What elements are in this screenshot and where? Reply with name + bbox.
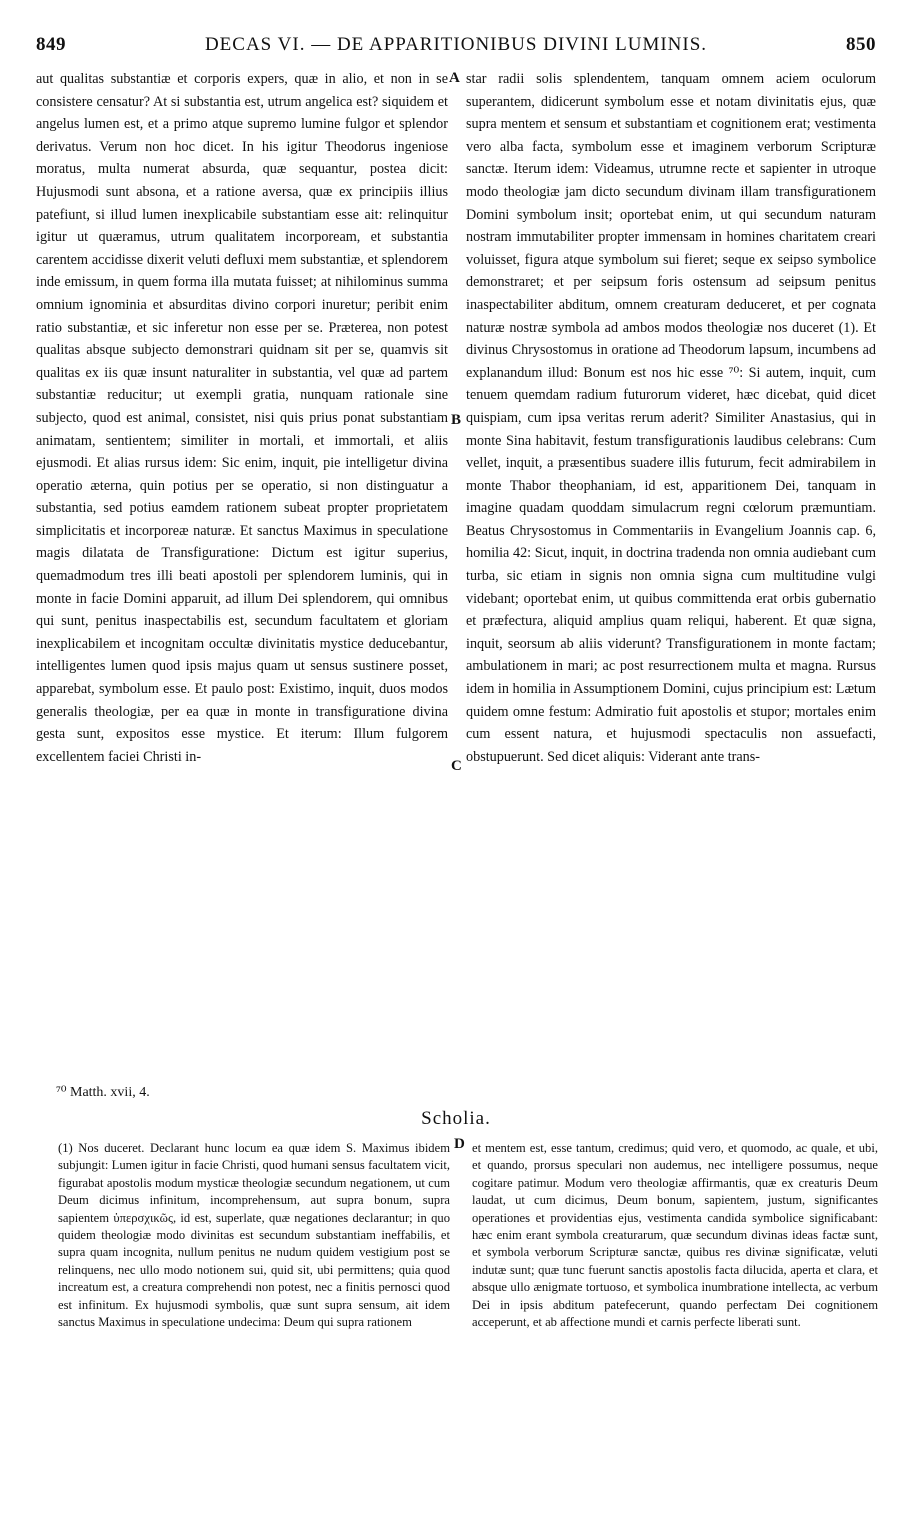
scholia-heading: Scholia.	[421, 1108, 491, 1129]
footnote: ⁷⁰ Matth. xvii, 4.	[56, 1085, 150, 1100]
right-column	[466, 68, 876, 768]
page-number-right: 850	[846, 34, 876, 55]
right-column-text: star radii solis splendentem, tanquam omnem aciem oculorum superantem, didicerunt symbolum esse et notam divinitatis ejus, quæ supra mentem et sensum et substantiam et cognitionem erat; vestimenta vero alba facta, symbolum esse et imaginem verborum Scripturæ sanctæ. Iterum idem: Videamus, utrumne recte et sapienter in utroque modo theologiæ jam dicto secundum divinam illam transfigurationem Domini symbolum insit; oportebat enim, ut qui secundum naturam nostram immutabiliter propter immensam in homines charitatem creari voluisset, figura atque symbolum sui fieret; seque ex seipso symbolice demonstraret; et per seipsum foris ostensum ad seipsum penitus inaspectabiliter abditum, omnem creaturam deduceret, et per cognata naturæ nostræ symbola ad ambos modos theologiæ nos duceret (1). Et divinus Chrysostomus in oratione ad Theodorum lapsum, incumbens ad explanandum illud: Bonum est nos hic esse ⁷⁰: Si autem, inquit, cum tenuem quemdam radium futurorum videret, hæc dicebat, quid dicet quispiam, cum ipsa veritas rerum aderit? Similiter Anastasius, qui in monte Sina habitavit, festum transfigurationis laudibus celebrans: Cum vellet, inquit, a præsentibus suadere illis futurum, fecit admirabilem in monte Thabor theophaniam, id est, apparitionem Dei, tanquam in imagine quadam quoddam simulacrum regni cœlorum præmuntiam. Beatus Chrysostomus in Commentariis in Evangelium Joannis cap. 6, homilia 42: Sicut, inquit, in doctrina tradenda non omnia audiebant cum turba, sic etiam in signis non omnia signa cum multitudine vulgi videbant; oportebat enim, ut quibus committenda erat orbis gubernatio et præfectura, aliquid amplius quam reliqui, haberent. Et quæ signa, inquit, seorsum ab aliis viderunt? Transfigurationem in monte factam; ambulationem in mari; ac post resurrectionem multa et magna. Rursus idem in homilia in Assumptionem Domini, cujus principium est: Lætum quidem omne festum: Admiratio fuit apostolis et stupor; mortales enim cum essent natura, et hujusmodi spectaculis non assuefacti, obstupuerunt. Sed dicet aliquis: Viderant ante trans-	[466, 71, 876, 765]
scholia-right-column	[472, 1140, 878, 1331]
scholia-right-text: et mentem est, esse tantum, credimus; quid vero, et quomodo, ac quale, et ubi, et quando, prorsus speculari non audemus, nec intelligere possumus, neque cogitare patimur. Modum vero theologiæ affirmantis, quæ ex creaturis Deum laudat, ut cum dicimus, Deum bonum, sapientem, justum, significantes operationes et providentias ejus, vestimenta candida symbolice significabant: hæc enim erant symbola creaturarum, quæ secundum divinas ideas factæ sunt, et symbola verborum Scripturæ sanctæ, quibus res divinæ significatæ, veluti indutæ sunt; quæ tunc fuerunt sanctis apostolis facta dilucida, aperta et clara, et absque ullo ænigmate tortuoso, et symbolica inumbratione intellecta, ac verbum Dei in ipsis abditum patefecerunt, quando perfectam Dei cognitionem acceperunt, et ab affectione mundi et carnis perfecte liberati sunt.	[472, 1141, 878, 1330]
page-number-left: 849	[36, 34, 66, 55]
scholia-left-column	[58, 1140, 450, 1331]
page-header	[36, 34, 876, 58]
left-column-text: aut qualitas substantiæ et corporis expers, quæ in alio, et non in se consistere censatur? At si substantia est, utrum angelica est? siquidem et angelus lumen est, et a primo atque supremo lumine fulgor et splendor derivatus. Verum non hoc dicet. In his igitur Theodorus ingeniose moratus, multa numerat absurda, quæ sequantur, postea dicit: Hujusmodi sunt absona, et a ratione aversa, quæ ex principiis illius patefiunt, si illud lumen inexplicabile substantiam esse ait: relinquitur igitur ut quæramus, utrum qualitatem incorpoream, et substantia carentem accidisse dixerit veluti defluxi mem substantiæ, et splendorem inde emissum, in quem forma illa mutata fuisset; at nihilominus summa omnium ignominia et absurditas divino corpori inuretur; peribit enim ratio substantiæ, et sic inferetur non esse per se. Præterea, non potest qualitas absque subjecto demonstrari quidnam sit per se, quamvis sit qualitas ex iis quæ insunt naturaliter in substantia, vel quæ ad partem substantiæ reducitur; ut exempli gratia, nunquam rationale sine subjecto, quod est animal, consistet, nisi quis prius ponat substantiam animatam, sentientem; similiter in mortali, et immortali, et aliis ejusmodi. Et alias rursus idem: Sic enim, inquit, pie intelligetur divina operatio æterna, quin potius per se operatio, si non distinguatur a substantia, sed potius eamdem rationem subeat propter proprietatem simplicitatis et incorporeæ naturæ. Et sanctus Maximus in speculatione magis dilatata de Transfiguratione: Dictum est igitur superius, quemadmodum tres illi beati apostoli per splendorem luminis, qui in monte in facie Domini apparuit, ad illum Dei splendorem, qui omnibus qui sunt, penitus inaspectabilis est, secundum facultatem et gloriam inexplicabilem et incognitam occultæ divinitatis mystice deducebantur, intelligentes lumen quod ipsis majus quam ut sensus sustinere posset, apparebat, symbolum esse. Et paulo post: Existimo, inquit, duos modos generalis theologiæ, per ea quæ in monte in transfiguratione divina gesta sunt, expositos esse mystice. Et iterum: Illum fulgorem excellentem faciei Christi in-	[36, 71, 448, 765]
section-marker-d: D	[454, 1136, 465, 1152]
scholia-left-text: (1) Nos duceret. Declarant hunc locum ea quæ idem S. Maximus ibidem subjungit: Lumen igitur in facie Christi, quod humani sensus facultatem vicit, figurabat apostolis modum mysticæ theologiæ secundum negationem, ut cum Deum dicimus infinitum, incomprehensum, aut supra bonum, supra sapientem ὑπερσχικῶς, id est, superlate, quæ negationes declarantur; in quo quidem theologiæ modo divinitas est secundum substantiam ineffabilis, et supra quam incognita, nullum penitus ne nudum quidem vestigium post se relinquens, nec ullo modo notionem sui, quid sit, ubi permittens; quia quod increatum est, a creatura comprehendi non potest, nec a finitis pernosci quod est infinitum. Ex hujusmodi symbolis, quæ sunt supra sensum, ait idem sanctus Maximus in speculatione undecima: Deum qui supra rationem	[58, 1141, 450, 1330]
left-column	[36, 68, 448, 768]
section-marker-a: A	[449, 70, 460, 86]
running-title: DECAS VI. — DE APPARITIONIBUS DIVINI LUMINIS.	[204, 34, 708, 55]
section-marker-c: C	[451, 758, 462, 774]
section-marker-b: B	[451, 412, 462, 428]
